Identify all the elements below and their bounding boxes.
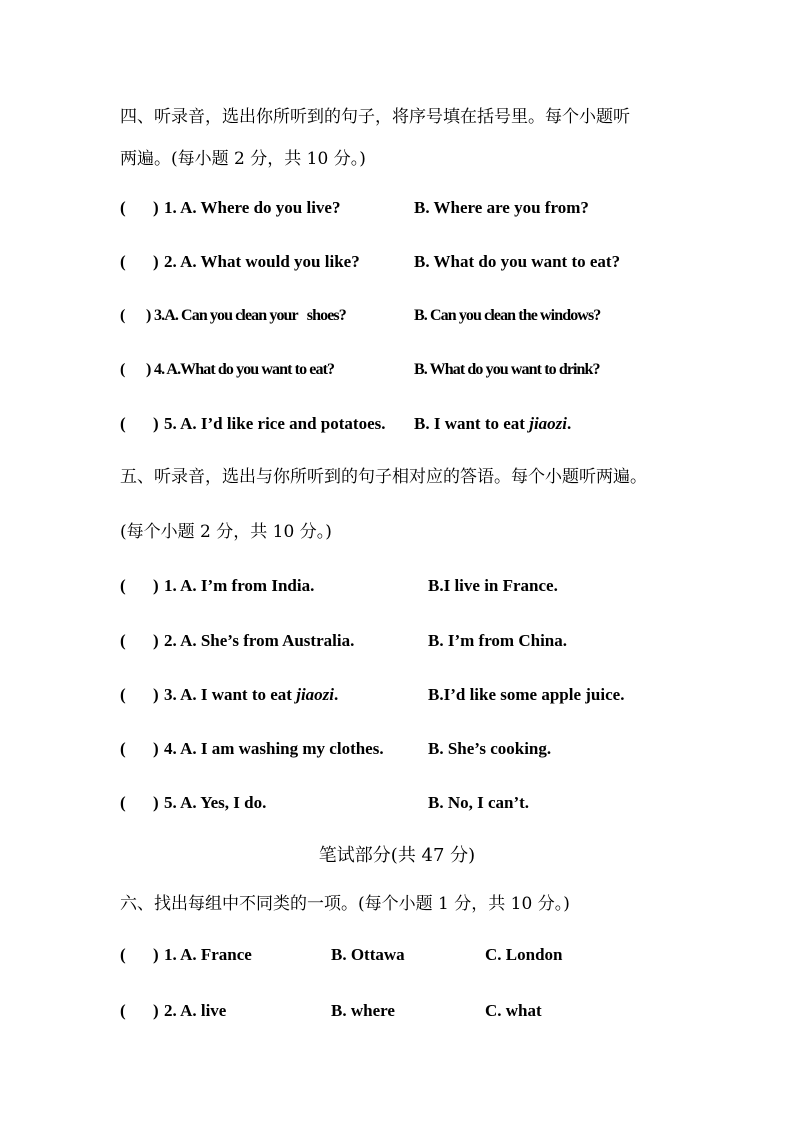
answer-paren-open[interactable]: ( — [120, 631, 126, 650]
item-number: 1. A. France — [164, 945, 252, 964]
answer-paren-open[interactable]: ( — [120, 414, 126, 433]
answer-paren-close: ) — [153, 631, 159, 650]
answer-paren-close: ) — [153, 945, 159, 964]
option-a: A. Where do you live? — [180, 198, 341, 217]
option-b: B.I’d like some apple juice. — [428, 685, 625, 704]
option-b: B. No, I can’t. — [428, 793, 530, 812]
option-b: B. Where are you from? — [414, 198, 589, 217]
answer-paren-open[interactable]: ( — [120, 252, 126, 271]
item-number: 2. A. She’s from Australia. — [164, 631, 355, 650]
answer-paren-close: ) — [153, 793, 159, 812]
option-b: B. Ottawa — [331, 945, 405, 964]
written-part-title: 笔试部分(共 47 分) — [318, 845, 476, 866]
answer-paren-close: ) — [153, 198, 159, 217]
option-a: A. I am washing my clothes. — [180, 739, 384, 758]
answer-paren-open[interactable]: ( — [120, 198, 126, 217]
option-a: A. I’d like rice and potatoes. — [180, 414, 386, 433]
option-b: B.I live in France. — [428, 576, 558, 595]
item-number: 5. A. I’d like rice and potatoes. — [164, 414, 386, 433]
answer-paren-close: ) — [153, 685, 159, 704]
item-number: 4. A.What do you want to eat? — [154, 361, 335, 378]
answer-paren-open[interactable]: ( — [120, 945, 126, 964]
option-a: A. I’m from India. — [180, 576, 315, 595]
section4-title-line2: 两遍。(每小题 2 分，共 10 分。) — [120, 149, 366, 169]
option-c: C. what — [485, 1001, 542, 1020]
option-a: A. live — [180, 1001, 227, 1020]
jiaozi-word: jiaozi — [529, 414, 568, 433]
item-number: 4. A. I am washing my clothes. — [164, 739, 384, 758]
answer-paren-open[interactable]: ( — [120, 576, 126, 595]
option-a: A. What would you like? — [180, 252, 360, 271]
answer-paren-open[interactable]: ( — [120, 361, 125, 378]
item-number: 5. A. Yes, I do. — [164, 793, 267, 812]
option-b: B. Can you clean the windows? — [414, 307, 601, 324]
section4-title-line1: 四、听录音，选出你所听到的句子，将序号填在括号里。每个小题听 — [120, 107, 630, 127]
item-number: 2. A. live — [164, 1001, 227, 1020]
option-a: A. Can you clean your shoes? — [164, 307, 346, 324]
jiaozi-word: jiaozi — [296, 685, 335, 704]
section6-title: 六、找出每组中不同类的一项。(每个小题 1 分，共 10 分。) — [120, 894, 570, 914]
option-b: B. I want to eat jiaozi. — [414, 414, 572, 433]
answer-paren-open[interactable]: ( — [120, 739, 126, 758]
answer-paren-close: ) — [146, 361, 151, 378]
option-b: B. I’m from China. — [428, 631, 567, 650]
answer-paren-open[interactable]: ( — [120, 685, 126, 704]
option-a: A. She’s from Australia. — [180, 631, 355, 650]
answer-paren-close: ) — [153, 1001, 159, 1020]
answer-paren-open[interactable]: ( — [120, 793, 126, 812]
option-b: B. She’s cooking. — [428, 739, 552, 758]
answer-paren-open[interactable]: ( — [120, 307, 125, 324]
item-number: 3. A. I want to eat jiaozi. — [164, 685, 339, 704]
answer-paren-close: ) — [153, 739, 159, 758]
answer-paren-open[interactable]: ( — [120, 1001, 126, 1020]
option-a: A. Yes, I do. — [180, 793, 267, 812]
option-b: B. What do you want to eat? — [414, 252, 621, 271]
option-b: B. where — [331, 1001, 395, 1020]
section5-title-line2: (每个小题 2 分，共 10 分。) — [120, 522, 332, 542]
answer-paren-close: ) — [153, 414, 159, 433]
option-c: C. London — [485, 945, 563, 964]
item-number: 2. A. What would you like? — [164, 252, 360, 271]
option-b: B. What do you want to drink? — [414, 361, 600, 378]
option-a: A. I want to eat jiaozi. — [180, 685, 339, 704]
item-number: 1. A. Where do you live? — [164, 198, 341, 217]
option-a: A. France — [180, 945, 252, 964]
answer-paren-close: ) — [153, 576, 159, 595]
item-number: 3.A. Can you clean your shoes? — [154, 307, 346, 324]
answer-paren-close: ) — [153, 252, 159, 271]
answer-paren-close: ) — [146, 307, 151, 324]
item-number: 1. A. I’m from India. — [164, 576, 315, 595]
section5-title-line1: 五、听录音，选出与你所听到的句子相对应的答语。每个小题听两遍。 — [120, 467, 647, 487]
option-a: A.What do you want to eat? — [166, 361, 335, 378]
